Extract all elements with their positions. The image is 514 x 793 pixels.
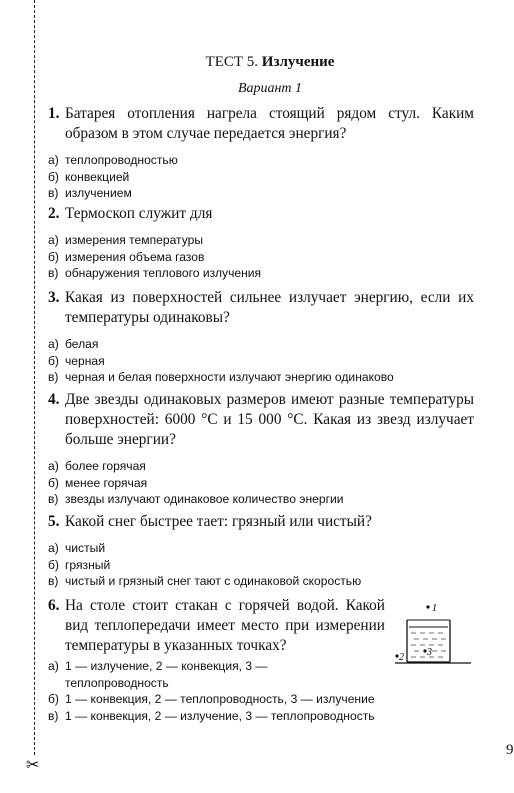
point-3-marker xyxy=(423,647,432,658)
scissors-icon: ✂ xyxy=(26,755,40,774)
question-number: 6. xyxy=(48,597,60,614)
question-text: 1. Батарея отопления нагрела стоящий рядом стул. Каким образом в этом случае передается энергия? xyxy=(48,105,474,142)
answer-option[interactable]: в) звезды излучают одинаковое количество энергии xyxy=(48,492,344,507)
title-prefix: ТЕСТ 5. xyxy=(205,54,259,70)
question-number: 4. xyxy=(48,391,60,408)
answer-option[interactable]: а) теплопроводностью xyxy=(48,153,178,167)
answer-option[interactable]: а) чистый xyxy=(48,541,106,555)
point-1-marker xyxy=(426,604,437,614)
answer-option[interactable]: б) 1 — конвекция, 2 — теплопроводность, 3 — излучение xyxy=(48,692,375,707)
question-number: 2. xyxy=(48,205,60,222)
answer-option[interactable]: в) 1 — конвекция, 2 — излучение, 3 — теплопроводность xyxy=(48,709,375,724)
answer-option[interactable]: б) конвекцией xyxy=(48,169,130,184)
question-text: 6. На столе стоит стакан с горячей водой. Какой вид теплопередачи имеет место при измерении температуры в указанных точках? xyxy=(48,597,385,654)
answer-option[interactable]: а) белая xyxy=(48,337,99,351)
answer-option[interactable]: а) более горячая xyxy=(48,459,146,473)
answer-options xyxy=(48,458,474,508)
answer-option[interactable]: б) менее горячая xyxy=(48,475,148,490)
question-text: 2. Термоскоп служит для xyxy=(48,205,213,222)
question-number: 1. xyxy=(48,105,60,122)
question-2 xyxy=(48,204,474,298)
answer-options xyxy=(48,540,474,590)
answer-options xyxy=(48,232,474,282)
variant-label: Вариант 1 xyxy=(237,81,303,96)
question-5 xyxy=(48,512,474,606)
answer-option[interactable]: а) измерения температуры xyxy=(48,233,204,247)
question-3 xyxy=(48,288,474,402)
glass-figure xyxy=(395,604,471,674)
point-3-label: 3 xyxy=(427,647,432,658)
answer-options xyxy=(48,336,474,386)
title-topic: Излучение xyxy=(261,54,335,70)
point-2-marker xyxy=(395,652,404,663)
point-1-label: 1 xyxy=(432,604,437,614)
answer-option[interactable]: а) 1 — излучение, 2 — конвекция, 3 — теплопроводность xyxy=(48,659,268,690)
question-text: 4. Две звезды одинаковых размеров имеют разные температуры поверхностей: 6000 °С и 15 000 °С. Какая из звезд излучает больше энергии? xyxy=(48,391,474,448)
cut-line xyxy=(34,0,35,755)
question-number: 5. xyxy=(48,513,60,530)
question-text: 5. Какой снег быстрее тает: грязный или чистый? xyxy=(48,513,372,530)
answer-option[interactable]: б) измерения объема газов xyxy=(48,249,205,264)
page-number: 9 xyxy=(506,742,514,758)
answer-option[interactable]: в) черная и белая поверхности излучают энергию одинаково xyxy=(48,370,394,385)
answer-options xyxy=(48,152,474,202)
question-4 xyxy=(48,390,474,524)
answer-option[interactable]: в) обнаружения теплового излучения xyxy=(48,266,262,281)
answer-option[interactable]: б) черная xyxy=(48,353,105,368)
test-title xyxy=(57,54,483,71)
answer-option[interactable]: в) чистый и грязный снег тают с одинаковой скоростью xyxy=(48,574,362,589)
answer-option[interactable]: в) излучением xyxy=(48,186,132,201)
point-2-label: 2 xyxy=(399,652,404,663)
answer-option[interactable]: б) грязный xyxy=(48,557,111,572)
question-text: 3. Какая из поверхностей сильнее излучает энергию, если их температуры одинаковы? xyxy=(48,289,474,326)
question-1 xyxy=(48,104,474,218)
question-number: 3. xyxy=(48,289,60,306)
